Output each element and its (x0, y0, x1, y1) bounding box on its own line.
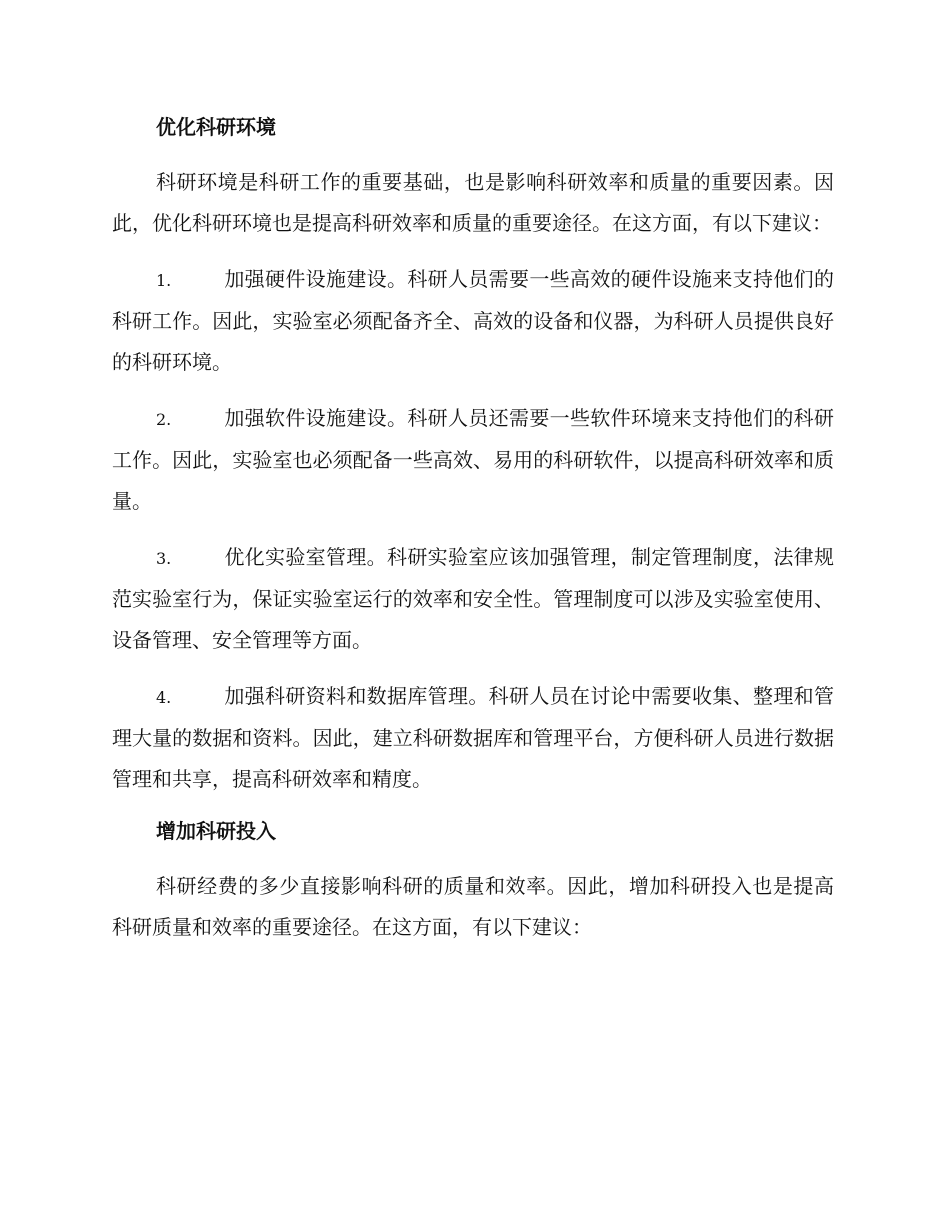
spacer (112, 522, 834, 537)
list-item-number: 2. (156, 410, 172, 429)
list-item-text: 加强硬件设施建设。科研人员需要一些高效的硬件设施来支持他们的科研工作。因此，实验室必须配备齐全、高效的设备和仪器，为科研人员提供良好的科研环境。 (112, 267, 834, 374)
spacer (112, 244, 834, 259)
list-item-text: 加强科研资料和数据库管理。科研人员在讨论中需要收集、整理和管理大量的数据和资料。因此，建立科研数据库和管理平台，方便科研人员进行数据管理和共享，提高科研效率和精度。 (112, 684, 834, 791)
list-item-text: 优化实验室管理。科研实验室应该加强管理，制定管理制度，法律规范实验室行为，保证实验室运行的效率和安全性。管理制度可以涉及实验室使用、设备管理、安全管理等方面。 (112, 545, 834, 652)
list-item (112, 537, 834, 661)
list-item-text: 加强软件设施建设。科研人员还需要一些软件环境来支持他们的科研工作。因此，实验室也必须配备一些高效、易用的科研软件，以提高科研效率和质量。 (112, 406, 834, 513)
list-item-number: 1. (156, 271, 172, 290)
section-intro-paragraph: 科研经费的多少直接影响科研的质量和效率。因此，增加科研投入也是提高科研质量和效率的重要途径。在这方面，有以下建议： (112, 874, 834, 939)
spacer (112, 800, 834, 810)
document-page (112, 106, 834, 948)
spacer (112, 661, 834, 676)
list-item (112, 676, 834, 800)
section-intro-paragraph: 科研环境是科研工作的重要基础，也是影响科研效率和质量的重要因素。因此，优化科研环境也是提高科研效率和质量的重要途径。在这方面，有以下建议： (112, 170, 834, 235)
section-heading-increase-investment: 增加科研投入 (156, 819, 276, 843)
spacer (112, 852, 834, 866)
spacer (112, 148, 834, 162)
list-item-number: 3. (156, 549, 172, 568)
list-item (112, 259, 834, 383)
list-item (112, 398, 834, 522)
section-heading-optimize-environment: 优化科研环境 (156, 115, 276, 139)
spacer (112, 383, 834, 398)
list-item-number: 4. (156, 688, 172, 707)
